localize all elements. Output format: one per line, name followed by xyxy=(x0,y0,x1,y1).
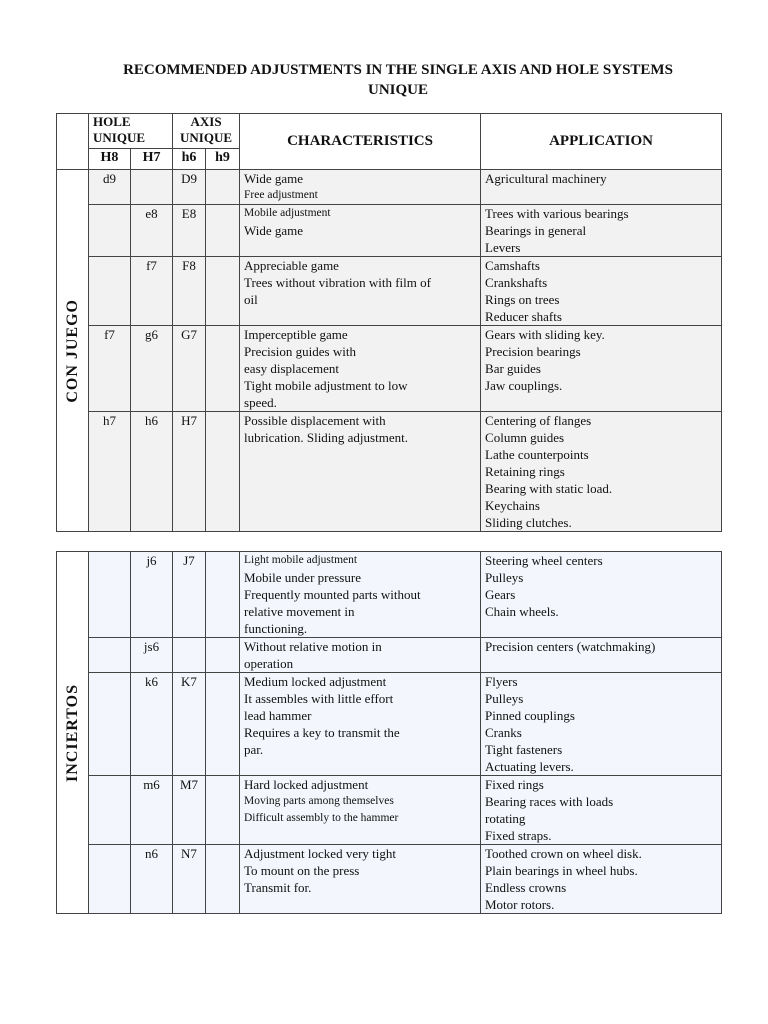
application-line: Steering wheel centers xyxy=(485,553,603,568)
application-line: Endless crowns xyxy=(485,880,567,895)
fit-code-cell xyxy=(89,205,131,257)
application-line: Retaining rings xyxy=(485,464,565,479)
fit-code-cell: N7 xyxy=(173,845,206,914)
fit-code-cell: k6 xyxy=(131,673,173,776)
application-cell xyxy=(481,776,722,845)
application-cell xyxy=(481,673,722,776)
fit-code-cell: n6 xyxy=(131,845,173,914)
application-line: Chain wheels. xyxy=(485,604,559,619)
characteristics-cell xyxy=(240,638,481,673)
characteristics-line: speed. xyxy=(244,395,277,410)
characteristics-line: Adjustment locked very tight xyxy=(244,846,397,861)
table-row xyxy=(57,257,722,326)
fit-code-cell xyxy=(89,776,131,845)
application-line: Gears with sliding key. xyxy=(485,327,605,342)
characteristics-cell xyxy=(240,412,481,532)
characteristics-line: Requires a key to transmit the xyxy=(244,725,400,740)
table-row xyxy=(57,205,722,257)
characteristics-line: oil xyxy=(244,292,258,307)
fit-code-cell: G7 xyxy=(173,326,206,412)
header-corner xyxy=(57,114,89,170)
characteristics-line: Wide game xyxy=(244,223,304,238)
header-axis-unique: AXIS UNIQUE xyxy=(173,114,240,149)
application-line: Actuating levers. xyxy=(485,759,574,774)
table-row xyxy=(57,673,722,776)
title-line-1: RECOMMENDED ADJUSTMENTS IN THE SINGLE AXIS AND HOLE SYSTEMS xyxy=(123,62,673,78)
application-line: rotating xyxy=(485,811,526,826)
characteristics-line: It assembles with little effort xyxy=(244,691,394,706)
fit-code-cell xyxy=(206,170,240,205)
fit-code-cell xyxy=(206,638,240,673)
application-line: Pulleys xyxy=(485,570,524,585)
table-row xyxy=(57,552,722,638)
table-row xyxy=(57,845,722,914)
application-line: Jaw couplings. xyxy=(485,378,563,393)
fit-code-cell: m6 xyxy=(131,776,173,845)
application-line: Pinned couplings xyxy=(485,708,575,723)
application-line: Precision centers (watchmaking) xyxy=(485,639,656,654)
header-row-top xyxy=(57,114,722,149)
fit-code-cell xyxy=(206,552,240,638)
characteristics-line: Frequently mounted parts without xyxy=(244,587,421,602)
fit-code-cell: K7 xyxy=(173,673,206,776)
header-col-h9: h9 xyxy=(206,149,240,170)
application-line: Rings on trees xyxy=(485,292,560,307)
fit-code-cell: H7 xyxy=(173,412,206,532)
application-line: Reducer shafts xyxy=(485,309,562,324)
fit-code-cell xyxy=(131,170,173,205)
application-line: Fixed straps. xyxy=(485,828,552,843)
table-row xyxy=(57,638,722,673)
table-row xyxy=(57,170,722,205)
characteristics-cell xyxy=(240,170,481,205)
application-line: Cranks xyxy=(485,725,522,740)
fit-code-cell: M7 xyxy=(173,776,206,845)
application-line: Pulleys xyxy=(485,691,524,706)
application-line: Lathe counterpoints xyxy=(485,447,589,462)
characteristics-cell xyxy=(240,326,481,412)
application-line: Tight fasteners xyxy=(485,742,563,757)
characteristics-line: lubrication. Sliding adjustment. xyxy=(244,430,408,445)
fit-code-cell: F8 xyxy=(173,257,206,326)
characteristics-line: Trees without vibration with film of xyxy=(244,275,431,290)
group-label: CON JUEGO xyxy=(64,298,81,403)
application-line: Bearing races with loads xyxy=(485,794,614,809)
characteristics-line: Tight mobile adjustment to low xyxy=(244,378,408,393)
characteristics-line: Difficult assembly to the hammer xyxy=(244,812,399,824)
characteristics-line: Mobile adjustment xyxy=(244,207,331,219)
table-row xyxy=(57,412,722,532)
application-line: Gears xyxy=(485,587,516,602)
fit-code-cell xyxy=(206,412,240,532)
application-line: Levers xyxy=(485,240,521,255)
characteristics-line: Free adjustment xyxy=(244,189,318,201)
application-line: Motor rotors. xyxy=(485,897,555,912)
page-title xyxy=(0,60,768,100)
fit-code-cell xyxy=(89,552,131,638)
characteristics-line: relative movement in xyxy=(244,604,355,619)
transition-rows xyxy=(57,552,722,914)
application-cell xyxy=(481,638,722,673)
application-line: Fixed rings xyxy=(485,777,544,792)
fit-code-cell: f7 xyxy=(131,257,173,326)
fit-code-cell: j6 xyxy=(131,552,173,638)
fit-code-cell xyxy=(206,776,240,845)
fit-code-cell xyxy=(89,638,131,673)
fit-code-cell xyxy=(206,205,240,257)
fit-code-cell: d9 xyxy=(89,170,131,205)
application-cell xyxy=(481,412,722,532)
characteristics-cell xyxy=(240,552,481,638)
fit-code-cell xyxy=(206,673,240,776)
application-line: Precision bearings xyxy=(485,344,581,359)
application-line: Bearing with static load. xyxy=(485,481,613,496)
characteristics-line: Transmit for. xyxy=(244,880,312,895)
characteristics-line: functioning. xyxy=(244,621,308,636)
application-cell xyxy=(481,326,722,412)
characteristics-line: Possible displacement with xyxy=(244,413,386,428)
fit-code-cell: js6 xyxy=(131,638,173,673)
header-application: APPLICATION xyxy=(481,114,722,170)
characteristics-cell xyxy=(240,205,481,257)
application-line: Bar guides xyxy=(485,361,541,376)
application-cell xyxy=(481,257,722,326)
group-label-cell xyxy=(57,552,89,914)
characteristics-line: easy displacement xyxy=(244,361,339,376)
fit-code-cell xyxy=(89,845,131,914)
application-line: Column guides xyxy=(485,430,565,445)
title-line-2: UNIQUE xyxy=(367,82,428,98)
characteristics-line: Light mobile adjustment xyxy=(244,554,358,566)
fits-table-clearance xyxy=(56,113,722,532)
characteristics-line: lead hammer xyxy=(244,708,312,723)
application-line: Agricultural machinery xyxy=(485,171,607,186)
fit-code-cell: E8 xyxy=(173,205,206,257)
application-line: Trees with various bearings xyxy=(485,206,629,221)
fit-code-cell xyxy=(89,673,131,776)
application-line: Plain bearings in wheel hubs. xyxy=(485,863,638,878)
header-col-h6: h6 xyxy=(173,149,206,170)
characteristics-line: Wide game xyxy=(244,171,304,186)
application-line: Camshafts xyxy=(485,258,540,273)
table-row xyxy=(57,326,722,412)
characteristics-line: Moving parts among themselves xyxy=(244,795,394,807)
fit-code-cell: D9 xyxy=(173,170,206,205)
characteristics-cell xyxy=(240,845,481,914)
fit-code-cell: f7 xyxy=(89,326,131,412)
header-characteristics: CHARACTERISTICS xyxy=(240,114,481,170)
fit-code-cell: h7 xyxy=(89,412,131,532)
application-cell xyxy=(481,552,722,638)
fit-code-cell: J7 xyxy=(173,552,206,638)
fit-code-cell xyxy=(173,638,206,673)
application-line: Toothed crown on wheel disk. xyxy=(485,846,642,861)
group-label: INCIERTOS xyxy=(64,683,81,782)
characteristics-line: par. xyxy=(244,742,264,757)
application-line: Centering of flanges xyxy=(485,413,592,428)
characteristics-cell xyxy=(240,673,481,776)
characteristics-line: Precision guides with xyxy=(244,344,356,359)
characteristics-line: operation xyxy=(244,656,294,671)
application-line: Crankshafts xyxy=(485,275,548,290)
group-label-cell xyxy=(57,170,89,532)
application-line: Sliding clutches. xyxy=(485,515,572,530)
application-cell xyxy=(481,845,722,914)
application-line: Bearings in general xyxy=(485,223,587,238)
fit-code-cell xyxy=(206,326,240,412)
characteristics-cell xyxy=(240,776,481,845)
characteristics-line: Medium locked adjustment xyxy=(244,674,387,689)
fit-code-cell: e8 xyxy=(131,205,173,257)
header-col-H8: H8 xyxy=(89,149,131,170)
characteristics-cell xyxy=(240,257,481,326)
fit-code-cell xyxy=(206,845,240,914)
characteristics-line: Mobile under pressure xyxy=(244,570,361,585)
fits-table-transition xyxy=(56,551,722,914)
fit-code-cell xyxy=(89,257,131,326)
characteristics-line: Appreciable game xyxy=(244,258,339,273)
characteristics-line: To mount on the press xyxy=(244,863,360,878)
application-cell xyxy=(481,170,722,205)
fit-code-cell: h6 xyxy=(131,412,173,532)
application-cell xyxy=(481,205,722,257)
application-line: Flyers xyxy=(485,674,518,689)
characteristics-line: Without relative motion in xyxy=(244,639,382,654)
header-hole-unique: HOLE UNIQUE xyxy=(89,114,173,149)
table-row xyxy=(57,776,722,845)
characteristics-line: Hard locked adjustment xyxy=(244,777,369,792)
characteristics-line: Imperceptible game xyxy=(244,327,348,342)
header-col-H7: H7 xyxy=(131,149,173,170)
fit-code-cell xyxy=(206,257,240,326)
application-line: Keychains xyxy=(485,498,540,513)
clearance-rows xyxy=(57,170,722,532)
fit-code-cell: g6 xyxy=(131,326,173,412)
